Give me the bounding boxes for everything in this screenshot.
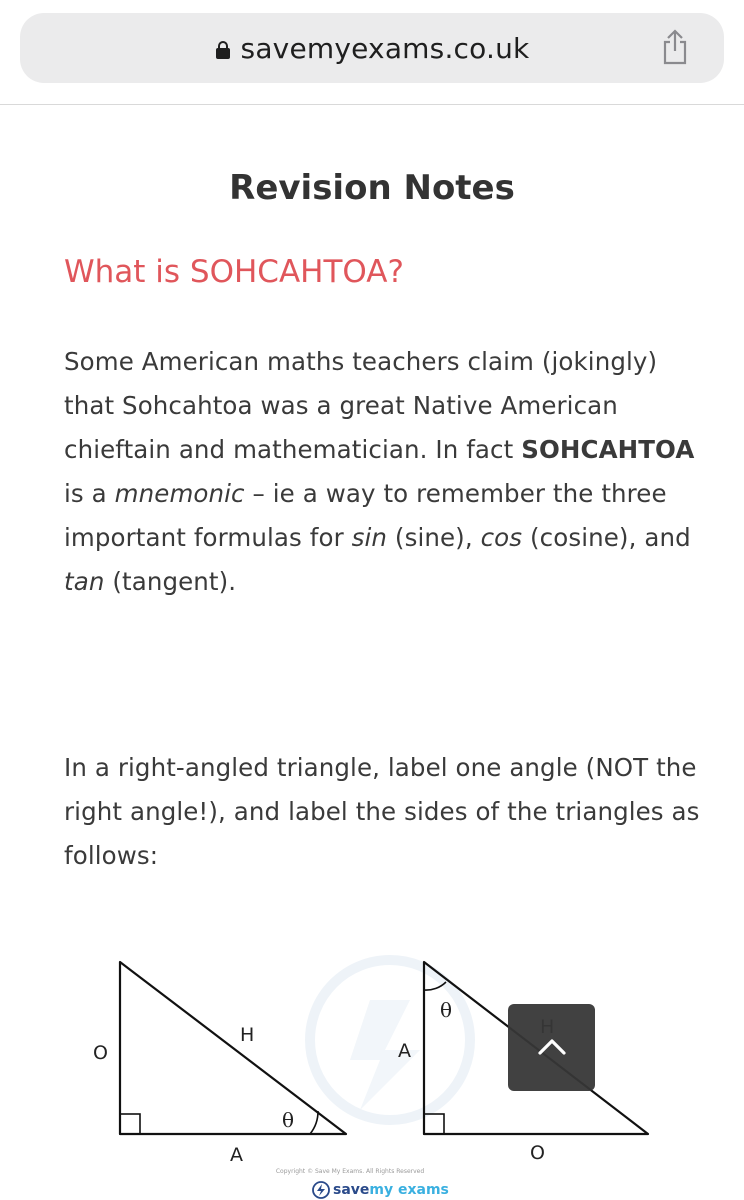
triangle-1-angle-arc [310, 1111, 318, 1134]
lock-icon [215, 40, 231, 60]
brand-text-save: save [333, 1182, 370, 1198]
url-text[interactable]: savemyexams.co.uk [240, 31, 530, 65]
scroll-to-top-button[interactable] [508, 1004, 595, 1091]
share-icon[interactable] [660, 29, 690, 65]
brand-logo [312, 1180, 449, 1200]
copyright-text: Copyright © Save My Exams. All Rights Reserved [275, 1168, 425, 1175]
triangle-2-right-angle-marker [424, 1114, 444, 1134]
intro-text-5: (cosine), and [522, 523, 691, 552]
intro-em-mnemonic: mnemonic [114, 479, 245, 508]
address-bar[interactable] [20, 13, 724, 83]
triangle-2-opposite-label: O [530, 1142, 545, 1164]
intro-text-3: – ie a way to remember the three important formulas for [64, 479, 667, 552]
intro-text-4: (sine), [387, 523, 481, 552]
chevron-up-icon [537, 1037, 567, 1057]
triangle-1-adjacent-label: A [230, 1144, 243, 1166]
intro-paragraph [64, 340, 714, 604]
browser-toolbar [0, 0, 744, 105]
intro-em-tan: tan [64, 567, 105, 596]
triangle-1-right-angle-marker [120, 1114, 140, 1134]
intro-em-sin: sin [351, 523, 388, 552]
triangle-diagram [0, 940, 744, 1200]
triangle-instructions-paragraph: In a right-angled triangle, label one angle (NOT the right angle!), and label the sides of the triangles as follows: [64, 753, 700, 870]
intro-em-cos: cos [480, 523, 523, 552]
triangle-2-adjacent-label: A [398, 1040, 411, 1062]
intro-text-6: (tangent). [104, 567, 237, 596]
intro-text-2: is a [64, 479, 115, 508]
triangle-1-opposite-label: O [93, 1042, 108, 1064]
triangle-1-angle-label: θ [282, 1108, 295, 1132]
triangle-2-angle-label: θ [440, 998, 453, 1022]
triangle-diagram-drawing [0, 940, 744, 1200]
address-bar-content [20, 13, 724, 83]
brand-text-myexams: my exams [369, 1182, 449, 1198]
section-heading: What is SOHCAHTOA? [64, 254, 404, 290]
intro-text-1: Some American maths teachers claim (jokingly) that Sohcahtoa was a great Native American chieftain and mathematician. In fact [64, 347, 658, 464]
triangle-1-hypotenuse-label: H [240, 1024, 255, 1046]
page-title: Revision Notes [229, 168, 515, 208]
intro-bold-sohcahtoa: SOHCAHTOA [521, 435, 695, 464]
brand-bolt-icon [312, 1181, 330, 1199]
